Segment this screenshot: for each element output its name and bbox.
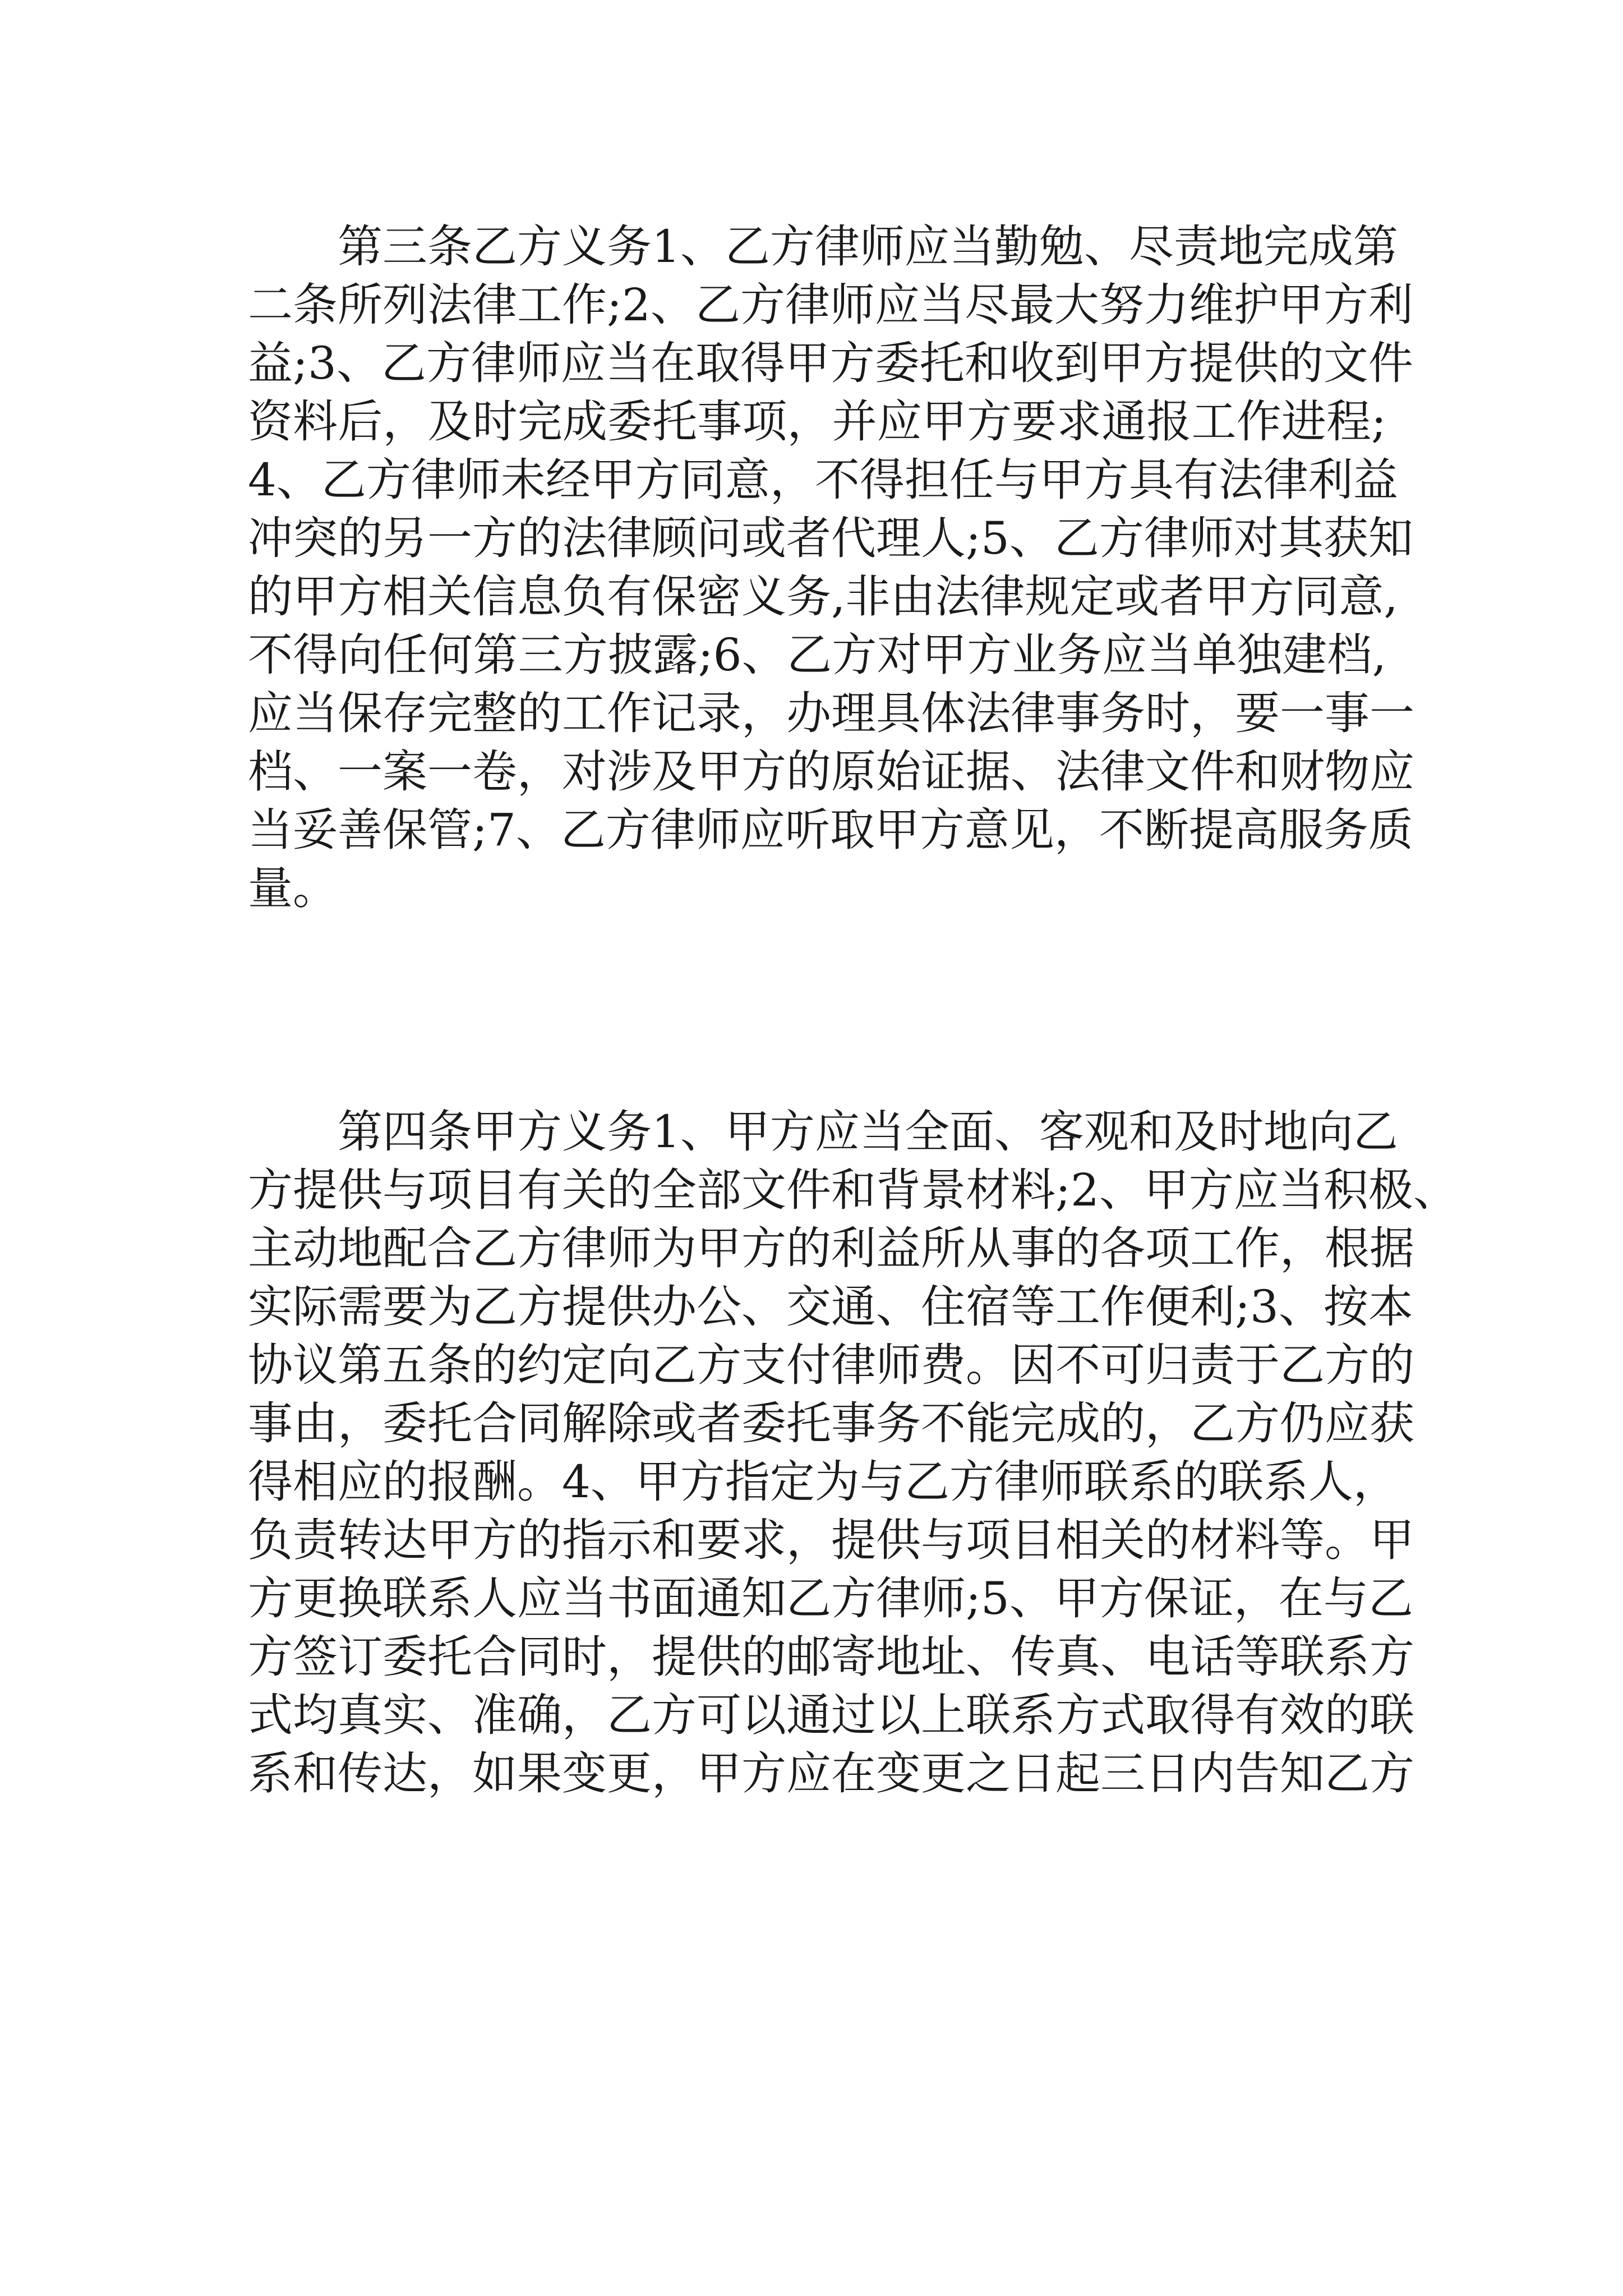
text-line: 系和传达，如果变更，甲方应在变更之日起三日内告知乙方 <box>248 1747 1414 1800</box>
text-line: 方提供与项目有关的全部文件和背景材料;2、甲方应当积极、 <box>248 1164 1458 1216</box>
text-line: 资料后，及时完成委托事项，并应甲方要求通报工作进程; <box>248 395 1386 448</box>
text-line: 协议第五条的约定向乙方支付律师费。因不可归责于乙方的 <box>248 1339 1414 1391</box>
text-line: 量。 <box>248 862 338 914</box>
text-line: 应当保存完整的工作记录，办理具体法律事务时，要一事一 <box>248 687 1414 739</box>
text-line: 档、一案一卷，对涉及甲方的原始证据、法律文件和财物应 <box>248 746 1414 798</box>
text-line: 不得向任何第三方披露;6、乙方对甲方业务应当单独建档, <box>248 629 1386 681</box>
text-line: 当妥善保管;7、乙方律师应听取甲方意见，不断提高服务质 <box>248 804 1413 856</box>
text-line: 4、乙方律师未经甲方同意，不得担任与甲方具有法律利益 <box>248 454 1398 506</box>
text-line: 的甲方相关信息负有保密义务,非由法律规定或者甲方同意, <box>248 570 1398 623</box>
text-line: 冲突的另一方的法律顾问或者代理人;5、乙方律师对其获知 <box>248 512 1413 564</box>
text-line: 负责转达甲方的指示和要求，提供与项目相关的材料等。甲 <box>248 1514 1414 1566</box>
text-line: 第三条乙方义务1、乙方律师应当勤勉、尽责地完成第 <box>338 220 1398 273</box>
text-line: 式均真实、准确，乙方可以通过以上联系方式取得有效的联 <box>248 1689 1414 1741</box>
text-line: 益;3、乙方律师应当在取得甲方委托和收到甲方提供的文件 <box>248 337 1413 389</box>
text-line: 实际需要为乙方提供办公、交通、住宿等工作便利;3、按本 <box>248 1281 1413 1333</box>
text-line: 第四条甲方义务1、甲方应当全面、客观和及时地向乙 <box>338 1106 1398 1158</box>
paragraph-article-4 <box>248 1103 1458 1803</box>
text-line: 得相应的报酬。4、甲方指定为与乙方律师联系的联系人， <box>248 1456 1398 1508</box>
text-line: 二条所列法律工作;2、乙方律师应当尽最大努力维护甲方利 <box>248 279 1413 331</box>
text-line: 主动地配合乙方律师为甲方的利益所从事的各项工作，根据 <box>248 1222 1414 1274</box>
paragraph-article-3 <box>248 218 1414 918</box>
text-line: 方签订委托合同时，提供的邮寄地址、传真、电话等联系方 <box>248 1631 1414 1683</box>
text-line: 事由，委托合同解除或者委托事务不能完成的，乙方仍应获 <box>248 1397 1414 1450</box>
text-line: 方更换联系人应当书面通知乙方律师;5、甲方保证，在与乙 <box>248 1572 1413 1625</box>
